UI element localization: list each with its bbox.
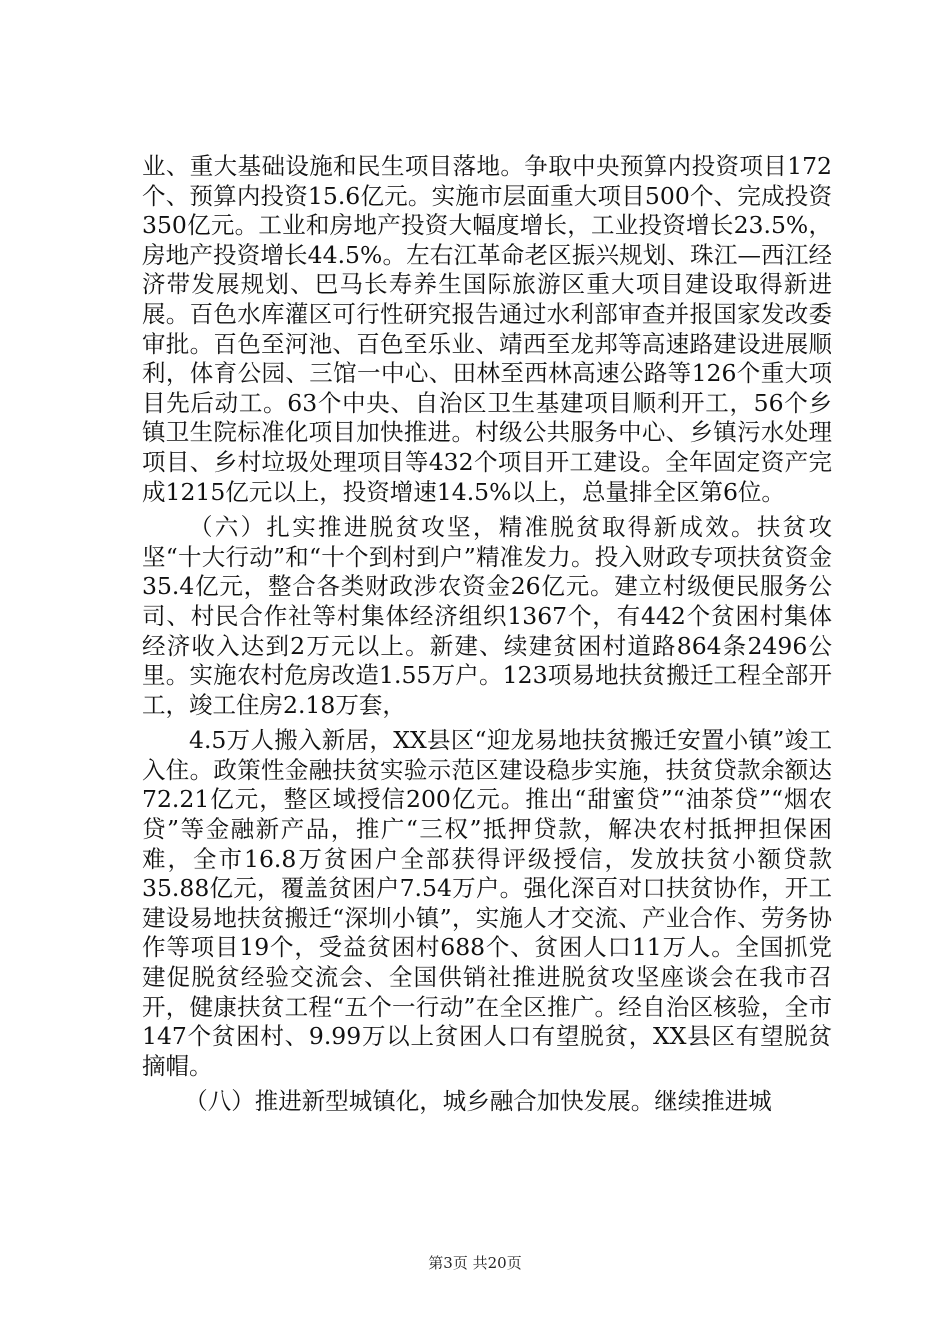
paragraph-4: （八）推进新型城镇化，城乡融合加快发展。继续推进城	[184, 1087, 772, 1116]
document-body	[142, 152, 832, 1123]
paragraph-1: 业、重大基础设施和民生项目落地。争取中央预算内投资项目172个、预算内投资15.6亿元。实施市层面重大项目500个、完成投资350亿元。工业和房地产投资大幅度增长，工业投资增长23.5%，房地产投资增长44.5%。左右江革命老区振兴规划、珠江—西江经济带发展规划、巴马长寿养生国际旅游区重大项目建设取得新进展。百色水库灌区可行性研究报告通过水利部审查并报国家发改委审批。百色至河池、百色至乐业、靖西至龙邦等高速路建设进展顺利，体育公园、三馆一中心、田林至西林高速公路等126个重大项目先后动工。63个中央、自治区卫生基建项目顺利开工，56个乡镇卫生院标准化项目加快推进。村级公共服务中心、乡镇污水处理项目、乡村垃圾处理项目等432个项目开工建设。全年固定资产完成1215亿元以上，投资增速14.5%以上，总量排全区第6位。	[142, 152, 832, 506]
paragraph-2: （六）扎实推进脱贫攻坚，精准脱贫取得新成效。扶贫攻坚“十大行动”和“十个到村到户”精准发力。投入财政专项扶贫资金35.4亿元，整合各类财政涉农资金26亿元。建立村级便民服务公司、村民合作社等村集体经济组织1367个，有442个贫困村集体经济收入达到2万元以上。新建、续建贫困村道路864条2496公里。实施农村危房改造1.55万户。123项易地扶贫搬迁工程全部开工，竣工住房2.18万套，	[142, 513, 832, 719]
page-footer: 第3页 共20页	[428, 1254, 522, 1272]
paragraph-3: 4.5万人搬入新居，XX县区“迎龙易地扶贫搬迁安置小镇”竣工入住。政策性金融扶贫实验示范区建设稳步实施，扶贫贷款余额达72.21亿元，整区域授信200亿元。推出“甜蜜贷”“油茶贷”“烟农贷”等金融新产品，推广“三权”抵押贷款，解决农村抵押担保困难，全市16.8万贫困户全部获得评级授信，发放扶贫小额贷款35.88亿元，覆盖贫困户7.54万户。强化深百对口扶贫协作，开工建设易地扶贫搬迁“深圳小镇”，实施人才交流、产业合作、劳务协作等项目19个，受益贫困村688个、贫困人口11万人。全国抓党建促脱贫经验交流会、全国供销社推进脱贫攻坚座谈会在我市召开，健康扶贫工程“五个一行动”在全区推广。经自治区核验，全市147个贫困村、9.99万以上贫困人口有望脱贫，XX县区有望脱贫摘帽。	[142, 726, 832, 1080]
